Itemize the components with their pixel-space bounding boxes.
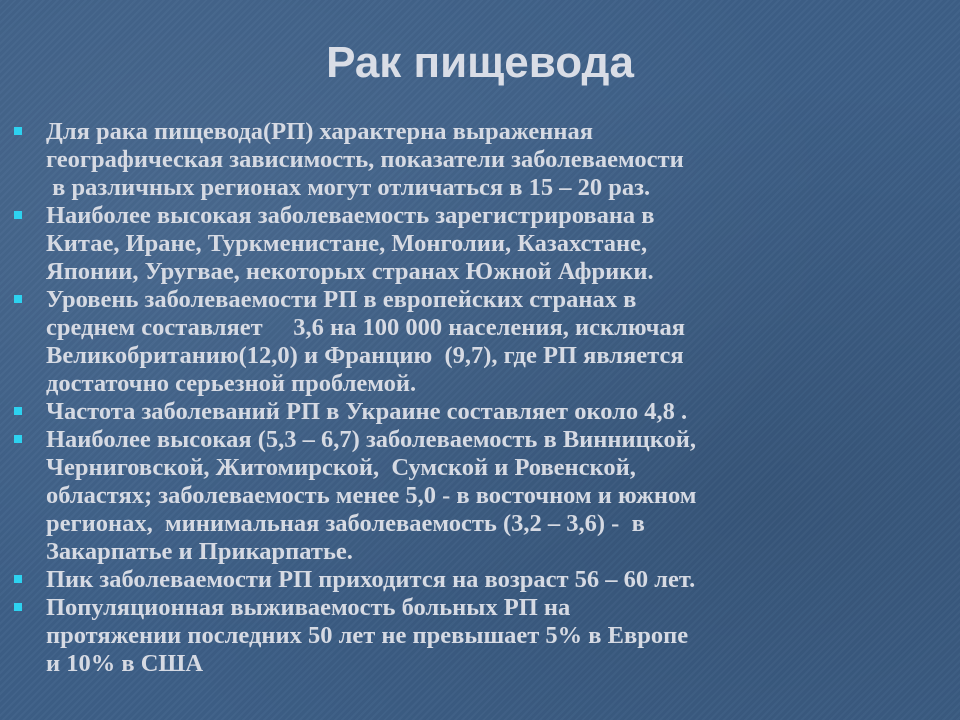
bullet-text: [46, 566, 695, 594]
bullet-line: Великобританию(12,0) и Францию (9,7), где РП является: [46, 342, 684, 369]
bullet-square-icon: [14, 594, 46, 611]
bullet-text: [46, 202, 655, 286]
bullet-line: Наиболее высокая (5,3 – 6,7) заболеваемость в Винницкой,: [46, 426, 697, 453]
bullet-square-icon: [14, 286, 46, 303]
bullet-line: и 10% в США: [46, 650, 204, 677]
bullet-line: в различных регионах могут отличаться в 15 – 20 раз.: [46, 174, 651, 201]
bullet-square-icon: [14, 566, 46, 583]
bullet-line: Для рака пищевода(РП) характерна выраженная: [46, 118, 593, 145]
bullet-item: [14, 398, 914, 426]
bullet-list: [14, 118, 914, 678]
bullet-line: Японии, Уругвае, некоторых странах Южной Африки.: [46, 258, 654, 285]
bullet-line: Уровень заболеваемости РП в европейских странах в: [46, 286, 637, 313]
bullet-square-icon: [14, 398, 46, 415]
bullet-line: Закарпатье и Прикарпатье.: [46, 538, 353, 565]
bullet-line: географическая зависимость, показатели заболеваемости: [46, 146, 684, 173]
bullet-item: [14, 286, 914, 398]
slide-title: Рак пищевода: [326, 38, 634, 87]
bullet-item: [14, 426, 914, 566]
bullet-item: [14, 118, 914, 202]
bullet-line: Черниговской, Житомирской, Сумской и Ровенской,: [46, 454, 636, 481]
bullet-text: [46, 286, 685, 398]
bullet-line: Частота заболеваний РП в Украине составляет около 4,8 .: [46, 398, 688, 425]
bullet-line: Пик заболеваемости РП приходится на возраст 56 – 60 лет.: [46, 566, 696, 593]
bullet-line: протяжении последних 50 лет не превышает 5% в Европе: [46, 622, 689, 649]
bullet-item: [14, 566, 914, 594]
bullet-line: достаточно серьезной проблемой.: [46, 370, 417, 397]
bullet-square-icon: [14, 118, 46, 135]
bullet-square-icon: [14, 426, 46, 443]
bullet-square-icon: [14, 202, 46, 219]
bullet-item: [14, 594, 914, 678]
bullet-line: областях; заболеваемость менее 5,0 - в восточном и южном: [46, 482, 697, 509]
bullet-line: регионах, минимальная заболеваемость (3,2 – 3,6) - в: [46, 510, 645, 537]
bullet-line: Китае, Иране, Туркменистане, Монголии, Казахстане,: [46, 230, 648, 257]
bullet-line: среднем составляет 3,6 на 100 000 населения, исключая: [46, 314, 685, 341]
bullet-text: [46, 398, 687, 426]
bullet-line: Наиболее высокая заболеваемость зарегистрирована в: [46, 202, 655, 229]
bullet-text: [46, 426, 696, 566]
bullet-line: Популяционная выживаемость больных РП на: [46, 594, 571, 621]
bullet-text: [46, 594, 688, 678]
bullet-item: [14, 202, 914, 286]
bullet-text: [46, 118, 684, 202]
